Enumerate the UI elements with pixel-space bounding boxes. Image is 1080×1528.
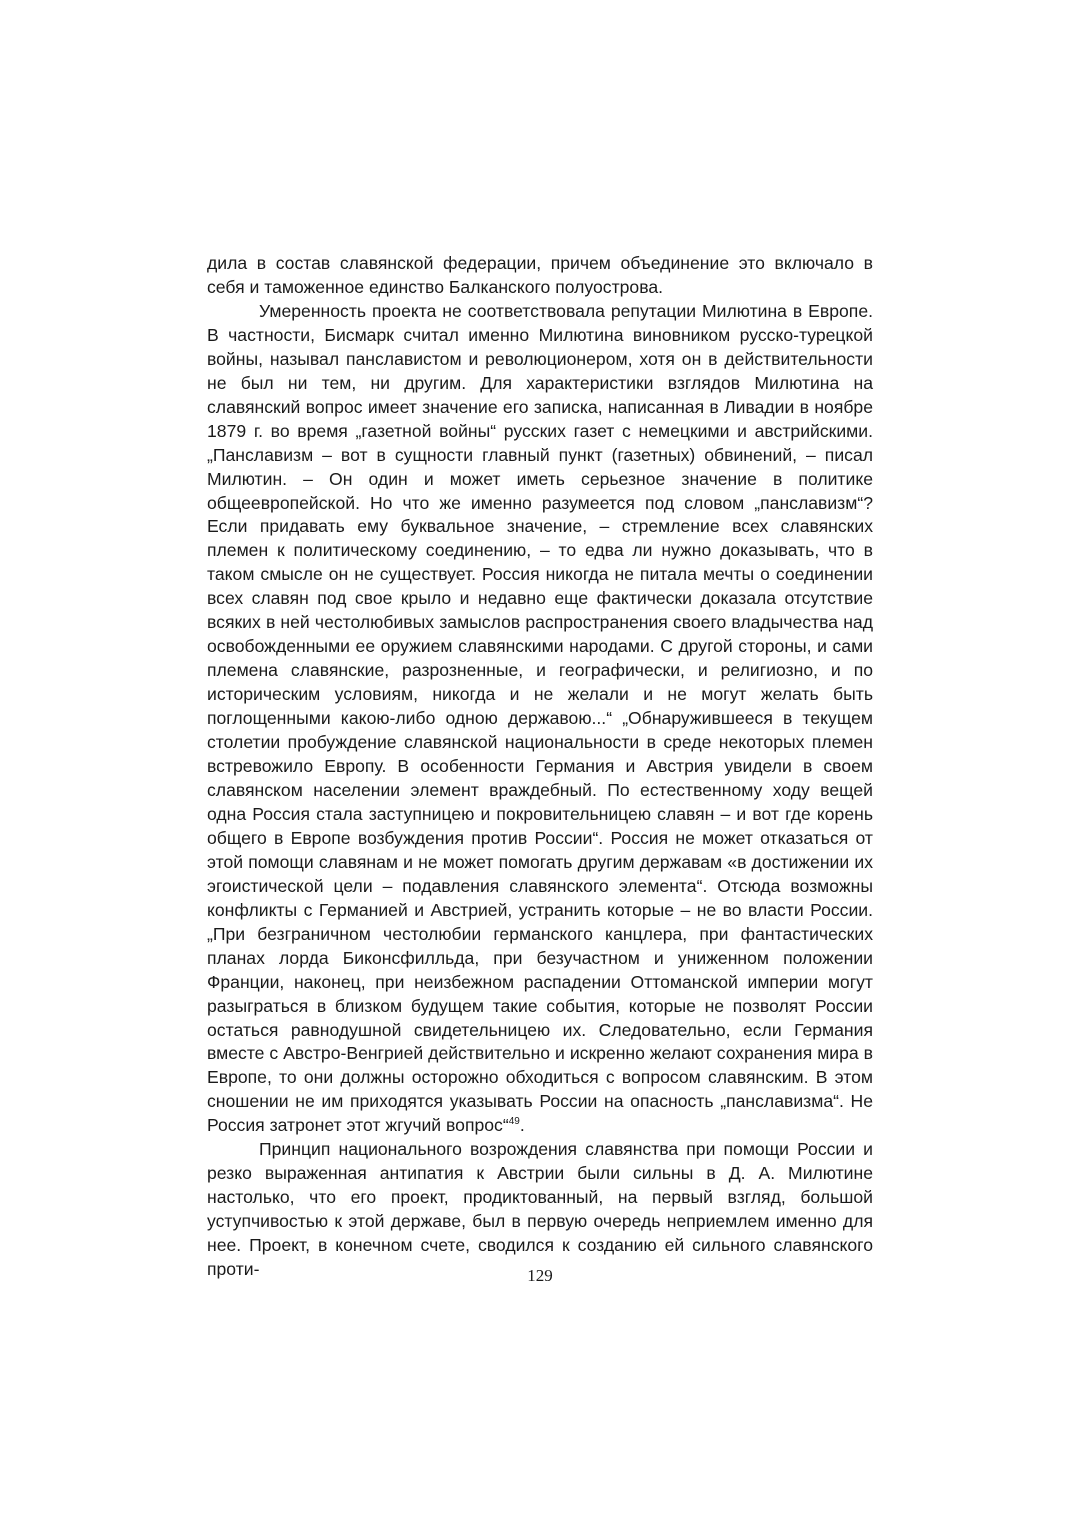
paragraph-text: Умеренность проекта не соответствовала репутации Милютина в Европе. В частности, Бисмарк считал именно Милютина виновником русско-турецкой войны, называл панславистом и революционером, хотя он в действительности не был ни тем, ни другим. Для характеристики взглядов Милютина на славянский вопрос имеет значение его записка, написанная в Ливадии в ноябре 1879 г. во время „газетной войны“ русских газет с немецкими и австрийскими. „Панславизм – вот в сущности главный пункт (газетных) обвинений, – писал Милютин. – Он один и может иметь серьезное значение в политике общеевропейской. Но что же именно разумеется под словом „панславизм“? Если придавать ему буквальное значение, – стремление всех славянских племен к политическому соединению, – то едва ли нужно доказывать, что в таком смысле он не существует. Россия никогда не питала мечты о соединении всех славян под свое крыло и недавно еще фактически доказала отсутствие всяких в ней честолюбивых замыслов распространения своего владычества над освобожденными ее оружием славянскими народами. С другой стороны, и сами племена славянские, разрозненные, и географически, и религиозно, и по историческим условиям, никогда и не желали и не могут желать быть поглощенными какою-либо одною державою...“ „Обнаружившееся в текущем столетии пробуждение славянской национальности в среде некоторых племен встревожило Европу. В особенности Германия и Австрия увидели в своем славянском населении элемент враждебный. По естественному ходу вещей одна Россия стала заступницею и покровительницею славян – и вот где корень общего в Европе возбуждения против России“. Россия не может отказаться от этой помощи славянам и не может помогать другим державам «в достижении их эгоистической цели – подавления славянского элемента“. Отсюда возможны конфликты с Германией и Австрией, устранить которые – не во власти России. „При безграничном честолюбии германского канцлера, при фантастических планах лорда Биконсфилльда, при безучастном и униженном положении Франции, наконец, при неизбежном распадении Оттоманской империи могут разыграться в близком будущем такие события, которые не позволят России остаться равнодушной свидетельницею их. Следовательно, если Германия вместе с Австро-Венгрией действительно и искренно желают сохранения мира в Европе, то они должны осторожно обходиться с вопросом славянским. В этом сношении не им приходятся указывать России на опасность „панславизма“. Не Россия затронет этот жгучий вопрос“ <box>207 300 873 1136</box>
paragraph-tail: . <box>519 1115 525 1136</box>
page-number: 129 <box>527 1266 553 1285</box>
paragraph-continuation: дила в состав славянской федерации, причем объединение это включало в себя и таможенное единство Балканского полуострова. <box>207 253 873 297</box>
paragraph-national-revival: Принцип национального возрождения славянства при помощи России и резко выраженная антипатия к Австрии были сильны в Д. А. Милютине настолько, что его проект, продиктованный, на первый взгляд, большой уступчивостью к этой державе, был в первую очередь неприемлем именно для нее. Проект, в конечном счете, сводился к созданию ей сильного славянского проти- <box>207 1139 873 1280</box>
footnote-marker[interactable]: 49 <box>508 1116 520 1128</box>
paragraph-miliutin-note <box>207 300 873 1138</box>
body-text <box>207 252 873 1282</box>
